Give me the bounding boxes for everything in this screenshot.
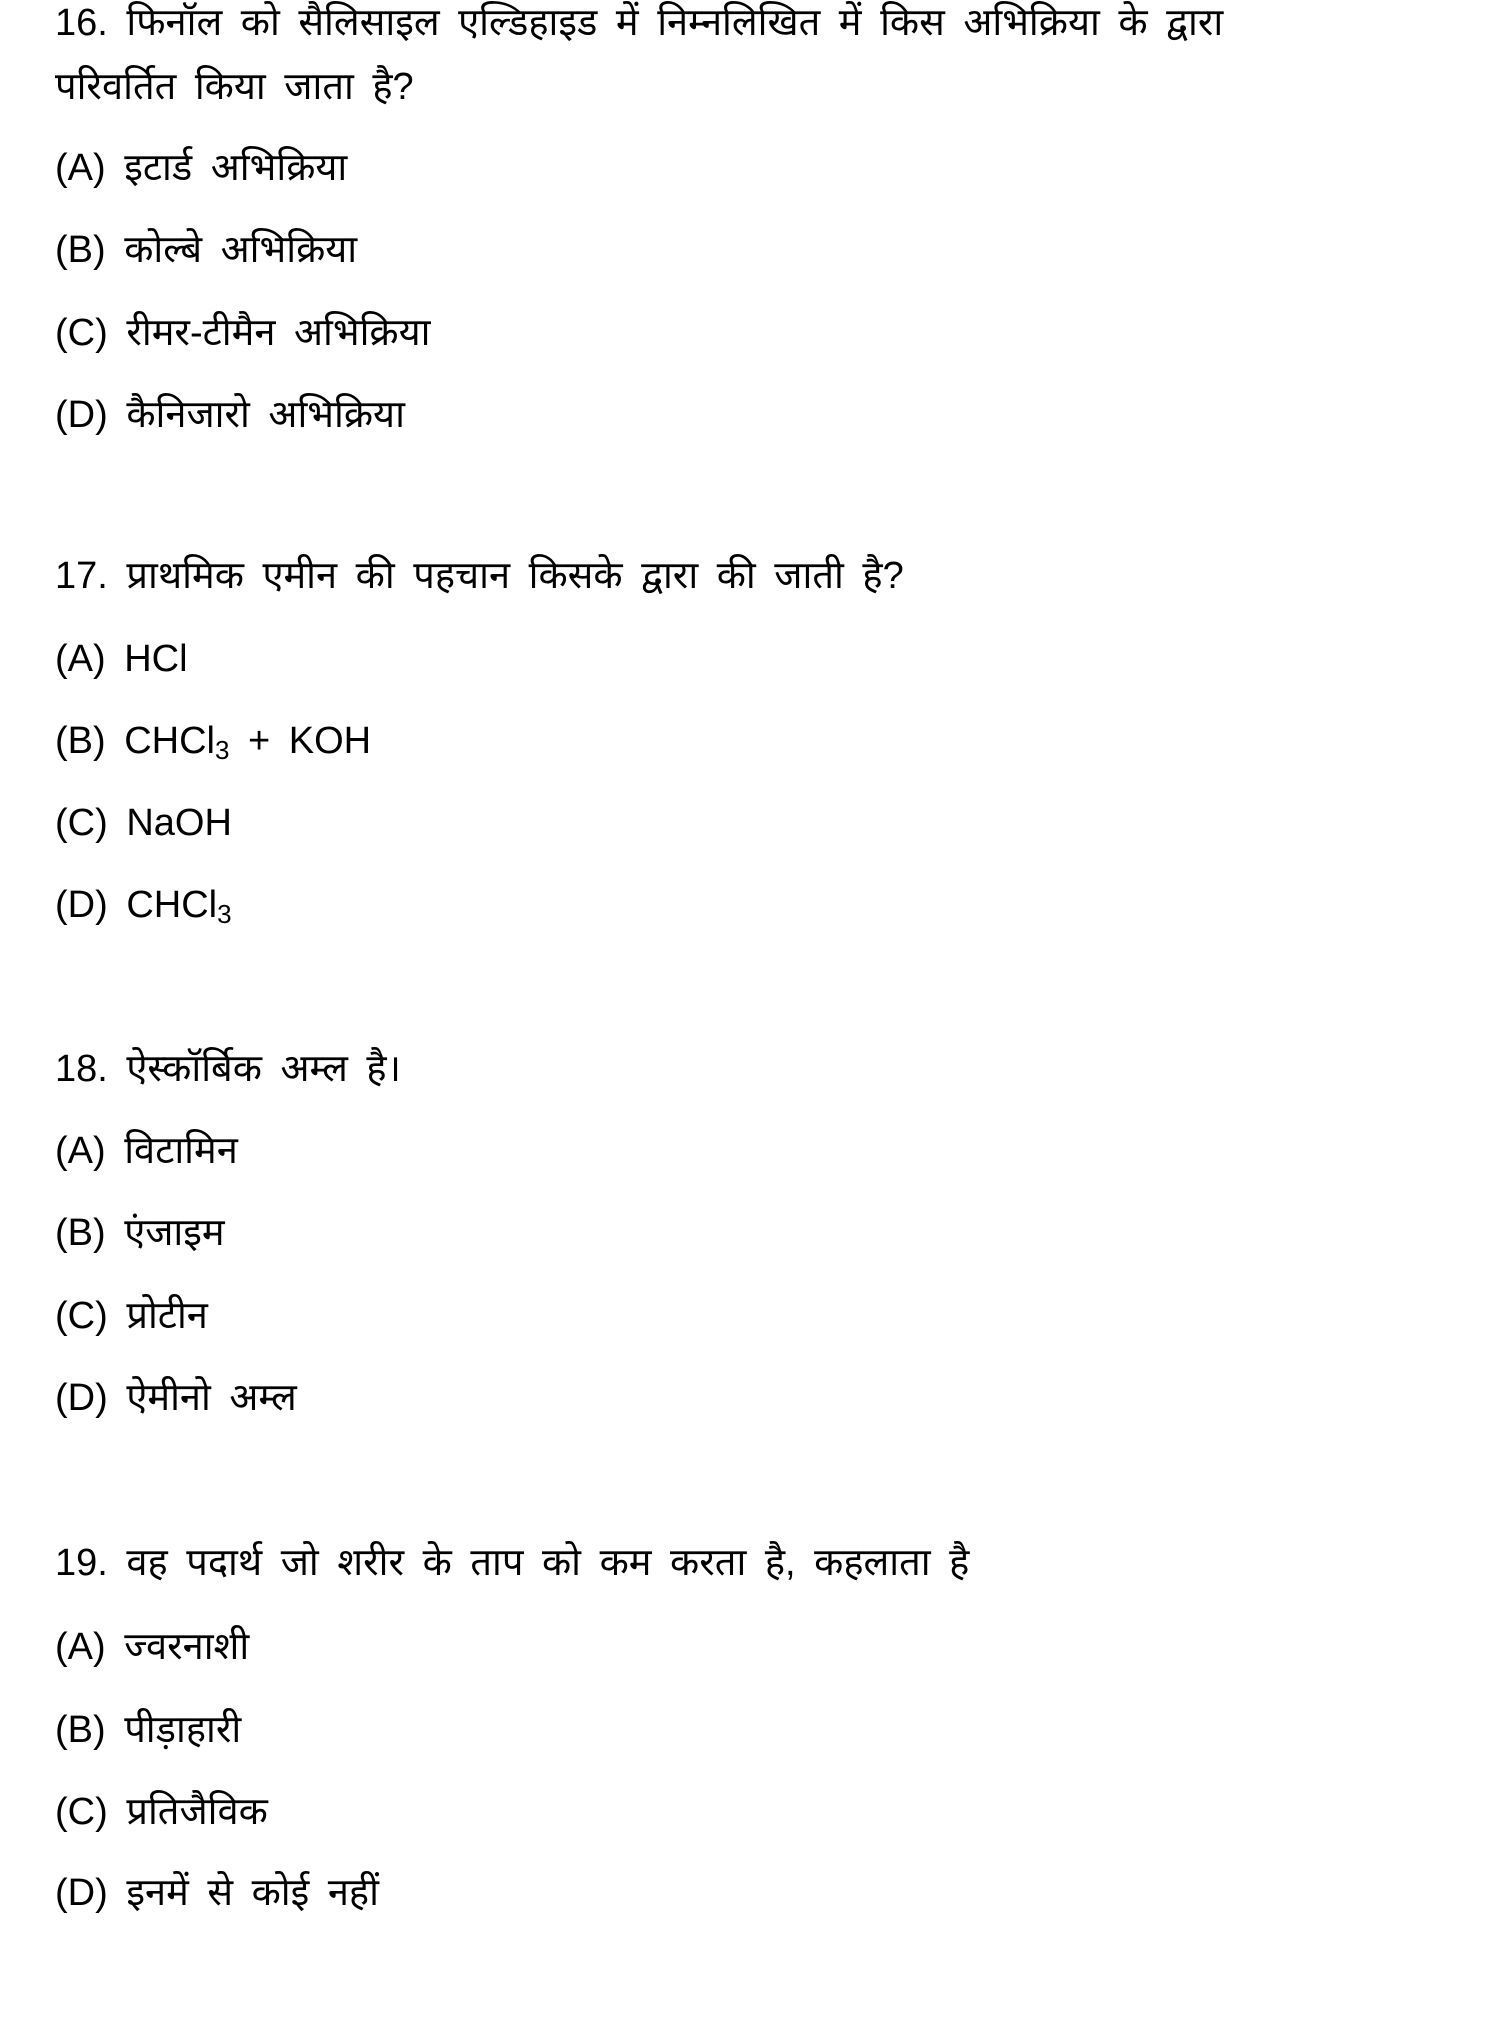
subscript: 3 [215,735,230,765]
question-18-option-d[interactable] [55,1375,297,1421]
question-number: 18. [55,1048,108,1090]
option-label: (C) [55,1791,108,1833]
option-label: (C) [55,1295,108,1337]
question-19-stem [55,1540,969,1586]
question-16-option-d[interactable] [55,392,405,438]
question-17-stem [55,553,904,599]
option-text: ऐमीनो अम्ल [126,1377,297,1419]
option-text: CHCl [124,720,215,762]
option-text: CHCl [126,884,218,926]
option-label: (A) [55,147,106,189]
subscript: 3 [217,899,232,929]
option-label: (C) [55,312,108,354]
question-16-option-c[interactable] [55,310,431,356]
question-17-option-c[interactable] [55,800,232,846]
option-label: (A) [55,1626,106,1668]
question-16-option-a[interactable] [55,145,347,191]
question-17-option-d[interactable] [55,882,232,928]
option-label: (B) [55,229,106,271]
option-text: इटार्ड अभिक्रिया [124,147,348,189]
question-19-option-c[interactable] [55,1789,268,1835]
option-label: (D) [55,884,108,926]
question-text: वह पदार्थ जो शरीर के ताप को कम करता है, कहलाता है [126,1542,970,1584]
question-16-option-b[interactable] [55,227,357,273]
question-text: फिनॉल को सैलिसाइल एल्डिहाइड में निम्नलिखित में किस अभिक्रिया के द्वारा [126,2,1224,44]
option-label: (D) [55,1872,108,1914]
option-text: एंजाइम [124,1212,225,1254]
option-label: (B) [55,1212,106,1254]
question-18-option-c[interactable] [55,1293,208,1339]
question-number: 16. [55,2,108,44]
question-17-option-a[interactable] [55,636,188,682]
question-18-option-b[interactable] [55,1210,225,1256]
question-text: प्राथमिक एमीन की पहचान किसके द्वारा की जाती है? [126,555,904,597]
option-text-tail: + KOH [229,720,372,762]
question-18-stem [55,1046,401,1092]
option-label: (D) [55,1377,108,1419]
question-number: 19. [55,1542,108,1584]
option-label: (A) [55,1130,106,1172]
option-text: कैनिजारो अभिक्रिया [126,394,405,436]
option-text: ज्वरनाशी [124,1626,250,1668]
option-label: (A) [55,638,106,680]
question-19-option-b[interactable] [55,1707,241,1753]
option-text: HCl [124,638,188,680]
option-text: इनमें से कोई नहीं [126,1872,379,1914]
question-16-stem-line1 [55,0,1223,46]
option-label: (D) [55,394,108,436]
option-label: (B) [55,720,106,762]
option-text: विटामिन [124,1130,238,1172]
question-16-stem-line2: परिवर्तित किया जाता है? [55,66,414,108]
option-text: प्रोटीन [126,1295,208,1337]
question-19-option-d[interactable] [55,1870,379,1916]
option-text: कोल्बे अभिक्रिया [124,229,358,271]
question-19-option-a[interactable] [55,1624,249,1670]
question-17-option-b[interactable] [55,718,371,764]
option-text: पीड़ाहारी [124,1709,242,1751]
question-number: 17. [55,555,108,597]
option-text: प्रतिजैविक [126,1791,268,1833]
option-label: (C) [55,802,108,844]
question-text: ऐस्कॉर्बिक अम्ल है। [126,1048,401,1090]
option-label: (B) [55,1709,106,1751]
option-text: रीमर-टीमैन अभिक्रिया [126,312,431,354]
option-text: NaOH [126,802,232,844]
question-18-option-a[interactable] [55,1128,238,1174]
